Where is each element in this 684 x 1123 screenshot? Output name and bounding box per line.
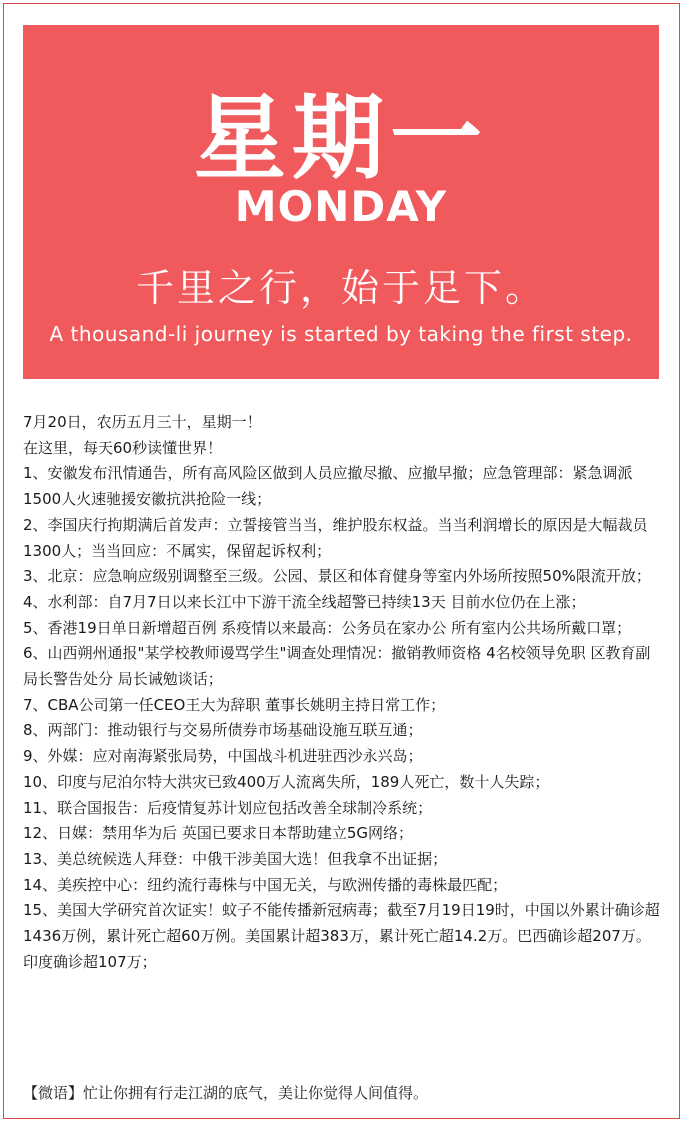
news-item: 6、山西朔州通报"某学校教师谩骂学生"调查处理情况：撤销教师资格 4名校领导免职 区教育副局长警告处分 局长诫勉谈话； xyxy=(23,644,651,689)
weekday-cn-title: 星期一 xyxy=(193,85,488,192)
news-item: 4、水利部：自7月7日以来长江中下游干流全线超警已持续13天 目前水位仍在上涨； xyxy=(23,592,586,611)
news-item: 8、两部门：推动银行与交易所债券市场基础设施互联互通； xyxy=(23,721,423,740)
news-item: 10、印度与尼泊尔特大洪灾已致400万人流离失所，189人死亡，数十人失踪； xyxy=(23,772,550,791)
news-item: 14、美疾控中心：纽约流行毒株与中国无关，与欧洲传播的毒株最匹配； xyxy=(23,875,508,894)
news-item: 15、美国大学研究首次证实！蚊子不能传播新冠病毒；截至7月19日19时，中国以外累计确诊超1436万例，累计死亡超60万例。美国累计超383万，累计死亡超14.2万。巴西确诊超207万。印度确诊超107万； xyxy=(23,901,660,971)
tagline: 在这里，每天60秒读懂世界！ xyxy=(23,438,223,457)
news-item: 5、香港19日单日新增超百例 系疫情以来最高：公务员在家办公 所有室内公共场所戴口罩； xyxy=(23,618,632,637)
news-item: 11、联合国报告：后疫情复苏计划应包括改善全球制冷系统； xyxy=(23,798,433,817)
news-item: 9、外媒：应对南海紧张局势，中国战斗机进驻西沙永兴岛； xyxy=(23,747,423,766)
header-banner xyxy=(23,25,659,379)
news-item: 2、李国庆行拘期满后首发声：立誓接管当当，维护股东权益。当当利润增长的原因是大幅裁员1300人；当当回应：不属实，保留起诉权利； xyxy=(23,515,648,560)
news-item: 13、美总统候选人拜登：中俄干涉美国大选！但我拿不出证据； xyxy=(23,849,448,868)
news-item: 12、日媒：禁用华为后 英国已要求日本帮助建立5G网络； xyxy=(23,824,414,843)
news-item: 7、CBA公司第一任CEO王大为辞职 董事长姚明主持日常工作； xyxy=(23,695,446,714)
date-line: 7月20日，农历五月三十，星期一！ xyxy=(23,413,262,431)
news-item: 1、安徽发布汛情通告，所有高风险区做到人员应撤尽撤、应撤早撤；应急管理部：紧急调派1500人火速驰援安徽抗洪抢险一线； xyxy=(23,464,633,509)
motto-en: A thousand-li journey is started by taking the first step. xyxy=(49,322,633,346)
weekday-en-title: MONDAY xyxy=(234,182,448,231)
motto-cn: 千里之行，始于足下。 xyxy=(135,266,546,310)
news-item: 3、北京：应急响应级别调整至三级。公园、景区和体育健身等室内外场所按照50%限流开放； xyxy=(23,567,651,586)
daily-quote: 【微语】忙让你拥有行走江湖的底气，美让你觉得人间值得。 xyxy=(23,1084,429,1102)
news-content xyxy=(23,410,663,975)
